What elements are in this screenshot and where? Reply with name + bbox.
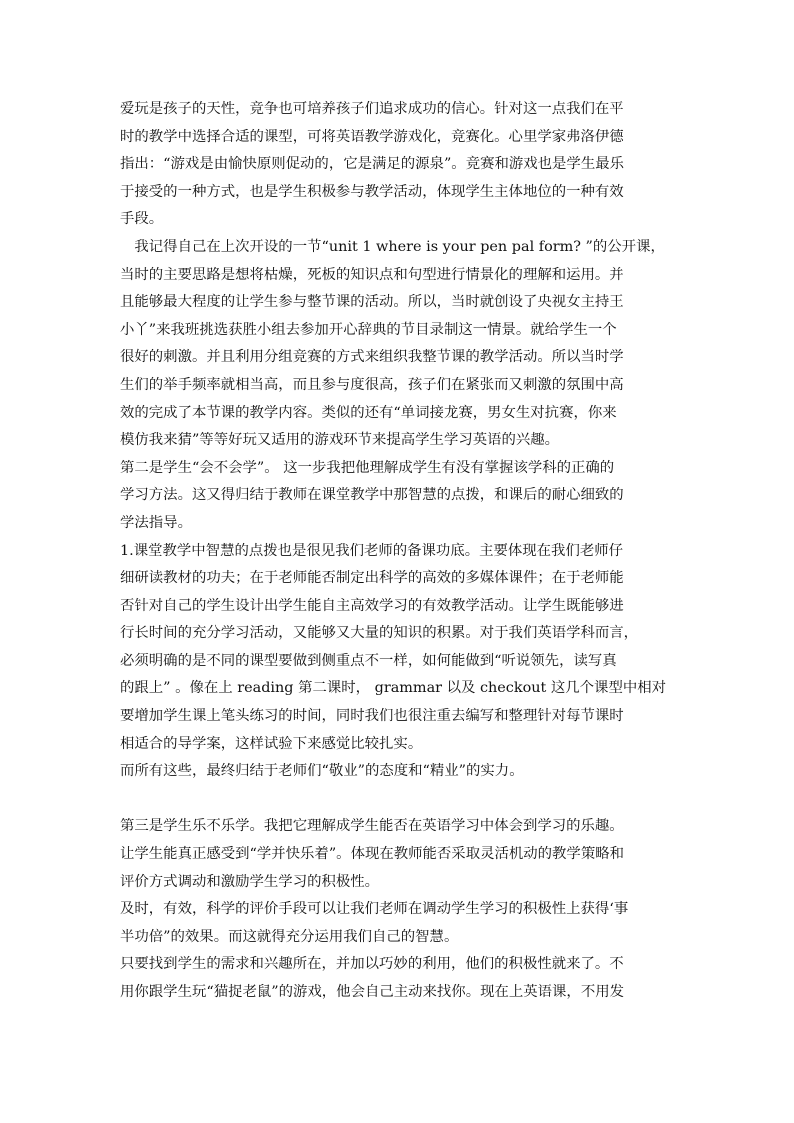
text-line: 学习方法。这又得归结于教师在课堂教学中那智慧的点拨，和课后的耐心细致的 <box>120 487 624 504</box>
text-line: 第三是学生乐不乐学。我把它理解成学生能否在英语学习中体会到学习的乐趣。 <box>120 818 624 835</box>
text-line: 要增加学生课上笔头练习的时间，同时我们也很注重去编写和整理针对每节课时 <box>120 708 624 725</box>
text-line: 相适合的导学案，这样试验下来感觉比较扎实。 <box>120 735 423 752</box>
text-line: 模仿我来猜”等等好玩又适用的游戏环节来提高学生学习英语的兴趣。 <box>120 432 560 449</box>
document-page <box>120 96 678 1007</box>
text-line: 时的教学中选择合适的课型，可将英语教学游戏化，竞赛化。心里学家弗洛伊德 <box>120 128 624 145</box>
text-line: 且能够最大程度的让学生参与整节课的活动。所以，当时就创设了央视女主持王 <box>120 294 624 311</box>
blank-line <box>120 786 678 814</box>
text-line: 小丫”来我班挑选获胜小组去参加开心辞典的节目录制这一情景。就给学生一个 <box>120 321 617 338</box>
text-line: 否针对自己的学生设计出学生能自主高效学习的有效教学活动。让学生既能够进 <box>120 597 624 614</box>
text-line: 很好的刺激。并且利用分组竞赛的方式来组织我整节课的教学活动。所以当时学 <box>120 349 624 366</box>
text-line: 爱玩是孩子的天性，竞争也可培养孩子们追求成功的信心。针对这一点我们在平 <box>120 101 624 117</box>
text-line: 行长时间的充分学习活动，又能够又大量的知识的积累。对于我们英语学科而言， <box>120 625 639 642</box>
text-line: 的跟上” 。像在上 reading 第二课时， grammar 以及 checkout 这几个课型中相对 <box>120 680 667 697</box>
text-line: 学法指导。 <box>120 514 192 531</box>
text-line: 效的完成了本节课的教学内容。类似的还有“单词接龙赛，男女生对抗赛，你来 <box>120 404 617 421</box>
text-line: 细研读教材的功夫；在于老师能否制定出科学的高效的多媒体课件；在于老师能 <box>120 570 624 587</box>
text-line: 用你跟学生玩“猫捉老鼠”的游戏，他会自己主动来找你。现在上英语课，不用发 <box>120 984 624 1000</box>
text-line: 1.课堂教学中智慧的点拨也是很见我们老师的备课功底。主要体现在我们老师仔 <box>120 542 624 559</box>
text-line: 指出：“游戏是由愉快原则促动的，它是满足的源泉”。竞赛和游戏也是学生最乐 <box>120 156 624 173</box>
text-line: 生们的举手频率就相当高，而且参与度很高，孩子们在紧张而又刺激的氛围中高 <box>120 376 624 393</box>
text-line: 让学生能真正感受到“学并快乐着”。体现在教师能否采取灵活机动的教学策略和 <box>120 846 624 863</box>
text-line: 半功倍”的效果。而这就得充分运用我们自己的智慧。 <box>120 928 459 945</box>
text-line: 当时的主要思路是想将枯燥，死板的知识点和句型进行情景化的理解和运用。并 <box>120 266 624 283</box>
text-line: 我记得自己在上次开设的一节“unit 1 where is your pen pal form? ”的公开课， <box>120 238 665 255</box>
text-line: 及时，有效，科学的评价手段可以让我们老师在调动学生学习的积极性上获得‘事 <box>120 901 629 918</box>
text-line: 第二是学生“会不会学”。 这一步我把他理解成学生有没有掌握该学科的正确的 <box>120 459 615 476</box>
text-line: 评价方式调动和激励学生学习的积极性。 <box>120 873 380 890</box>
text-line: 而所有这些，最终归结于老师们“敬业”的态度和“精业”的实力。 <box>120 763 524 780</box>
text-line: 只要找到学生的需求和兴趣所在，并加以巧妙的利用，他们的积极性就来了。不 <box>120 956 624 973</box>
text-line: 手段。 <box>120 211 164 228</box>
text-line: 于接受的一种方式，也是学生积极参与教学活动，体现学生主体地位的一种有效 <box>120 183 624 200</box>
text-line: 必须明确的是不同的课型要做到侧重点不一样，如何能做到“听说领先，读写真 <box>120 652 617 669</box>
